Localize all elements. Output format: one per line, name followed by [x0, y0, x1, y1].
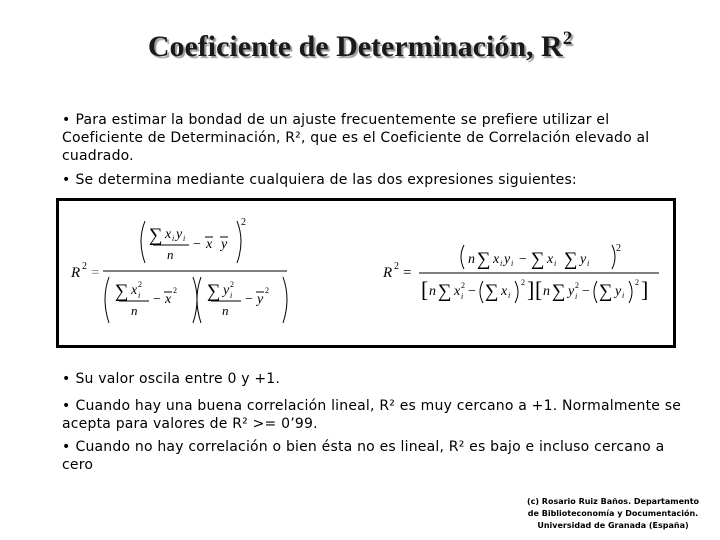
- credit-line-1: (c) Rosario Ruiz Baños. Departamento: [526, 497, 700, 506]
- svg-text:=: =: [91, 265, 100, 281]
- svg-text:∑: ∑: [599, 281, 613, 302]
- bullet-text: Cuando hay una buena correlación lineal, R² es muy cercano a +1. Normalmente se acepta para valores de R² >= 0’99.: [62, 398, 682, 432]
- svg-text:y: y: [257, 292, 264, 307]
- bullet-marker: •: [62, 371, 71, 387]
- svg-text:i: i: [554, 259, 557, 268]
- svg-text:i: i: [461, 292, 464, 301]
- svg-text:2: 2: [575, 281, 579, 290]
- bullet-text: Su valor oscila entre 0 y +1.: [75, 371, 281, 387]
- formula-1: [70, 217, 287, 323]
- svg-text:n: n: [468, 252, 475, 267]
- svg-text:2: 2: [241, 217, 246, 228]
- svg-text:2: 2: [635, 278, 639, 287]
- svg-text:2: 2: [265, 286, 269, 295]
- bullet-rango: [62, 370, 692, 388]
- svg-text:n: n: [167, 247, 174, 262]
- bullet-text: Cuando no hay correlación o bien ésta no es lineal, R² es bajo e incluso cercano a cero: [62, 439, 665, 473]
- svg-text:x: x: [165, 292, 172, 307]
- svg-text:x: x: [454, 284, 461, 299]
- svg-text:i: i: [622, 291, 625, 300]
- svg-text:[: [: [535, 277, 543, 302]
- svg-text:y: y: [221, 237, 228, 252]
- svg-text:y: y: [615, 284, 622, 299]
- svg-text:2: 2: [230, 280, 234, 289]
- svg-text:−: −: [153, 292, 161, 307]
- svg-text:2: 2: [138, 280, 142, 289]
- svg-text:i: i: [230, 291, 233, 300]
- svg-text:y: y: [568, 284, 575, 299]
- svg-text:2: 2: [394, 261, 399, 272]
- svg-text:y: y: [504, 252, 511, 267]
- svg-text:i: i: [508, 291, 511, 300]
- title-text: Coeficiente de Determinación, R: [147, 30, 563, 63]
- svg-text:x: x: [206, 237, 213, 252]
- svg-text:−: −: [468, 284, 476, 299]
- svg-text:]: ]: [527, 277, 535, 302]
- svg-text:[: [: [421, 277, 429, 302]
- svg-text:x: x: [501, 284, 508, 299]
- svg-text:−: −: [245, 292, 253, 307]
- svg-text:∑: ∑: [564, 249, 578, 270]
- svg-text:∑: ∑: [115, 281, 129, 302]
- svg-text:2: 2: [173, 286, 177, 295]
- svg-text:2: 2: [82, 261, 87, 272]
- svg-text:n: n: [131, 303, 138, 318]
- svg-text:i: i: [172, 234, 175, 243]
- svg-text:n: n: [429, 284, 436, 299]
- bullet-text: Para estimar la bondad de un ajuste frecuentemente se prefiere utilizar el Coeficiente de Determinación, R², que es el Coeficiente de Correlación elevado al cuadrado.: [62, 112, 650, 164]
- svg-text:y: y: [176, 227, 183, 242]
- formula-graphic: [59, 201, 673, 345]
- svg-text:n: n: [543, 284, 550, 299]
- svg-text:i: i: [138, 291, 141, 300]
- credit-line-2: de Biblioteconomía y Documentación.: [527, 509, 699, 518]
- credit-line-3: Universidad de Granada (España): [537, 521, 689, 530]
- svg-text:=: =: [403, 265, 412, 281]
- svg-text:∑: ∑: [438, 281, 452, 302]
- svg-text:∑: ∑: [485, 281, 499, 302]
- svg-text:−: −: [582, 284, 590, 299]
- svg-text:]: ]: [641, 277, 649, 302]
- svg-text:i: i: [511, 259, 514, 268]
- title-superscript: 2: [562, 28, 573, 49]
- formula-2: [382, 243, 659, 303]
- bullet-marker: •: [62, 172, 71, 188]
- svg-text:i: i: [183, 234, 186, 243]
- svg-text:∑: ∑: [531, 249, 545, 270]
- bullet-expresiones: [62, 171, 692, 189]
- svg-text:x: x: [493, 252, 500, 267]
- bullet-bondad-ajuste: [62, 111, 692, 165]
- copyright-credit: [508, 496, 718, 532]
- svg-text:y: y: [223, 283, 230, 298]
- svg-text:x: x: [131, 283, 138, 298]
- svg-text:y: y: [580, 252, 587, 267]
- bullet-marker: •: [62, 439, 71, 455]
- bullet-text: Se determina mediante cualquiera de las dos expresiones siguientes:: [75, 172, 577, 188]
- svg-text:∑: ∑: [207, 281, 221, 302]
- svg-text:−: −: [193, 237, 201, 252]
- bullet-marker: •: [62, 112, 71, 128]
- svg-text:−: −: [519, 252, 527, 267]
- bullet-sin-correlacion: [62, 438, 692, 474]
- formula-2-lhs: R: [383, 265, 393, 281]
- page-title: [0, 28, 720, 64]
- svg-text:2: 2: [616, 243, 621, 254]
- svg-text:i: i: [500, 259, 503, 268]
- svg-text:i: i: [587, 259, 590, 268]
- bullet-buena-correlacion: [62, 397, 692, 433]
- svg-text:∑: ∑: [149, 225, 163, 246]
- svg-text:∑: ∑: [552, 281, 566, 302]
- svg-text:x: x: [165, 227, 172, 242]
- svg-text:n: n: [222, 303, 229, 318]
- formula-box: [56, 198, 676, 348]
- svg-text:x: x: [547, 252, 554, 267]
- bullet-marker: •: [62, 398, 71, 414]
- svg-text:2: 2: [521, 278, 525, 287]
- svg-text:∑: ∑: [477, 249, 491, 270]
- svg-text:i: i: [575, 292, 578, 301]
- svg-text:2: 2: [461, 281, 465, 290]
- formula-1-lhs: R: [71, 265, 81, 281]
